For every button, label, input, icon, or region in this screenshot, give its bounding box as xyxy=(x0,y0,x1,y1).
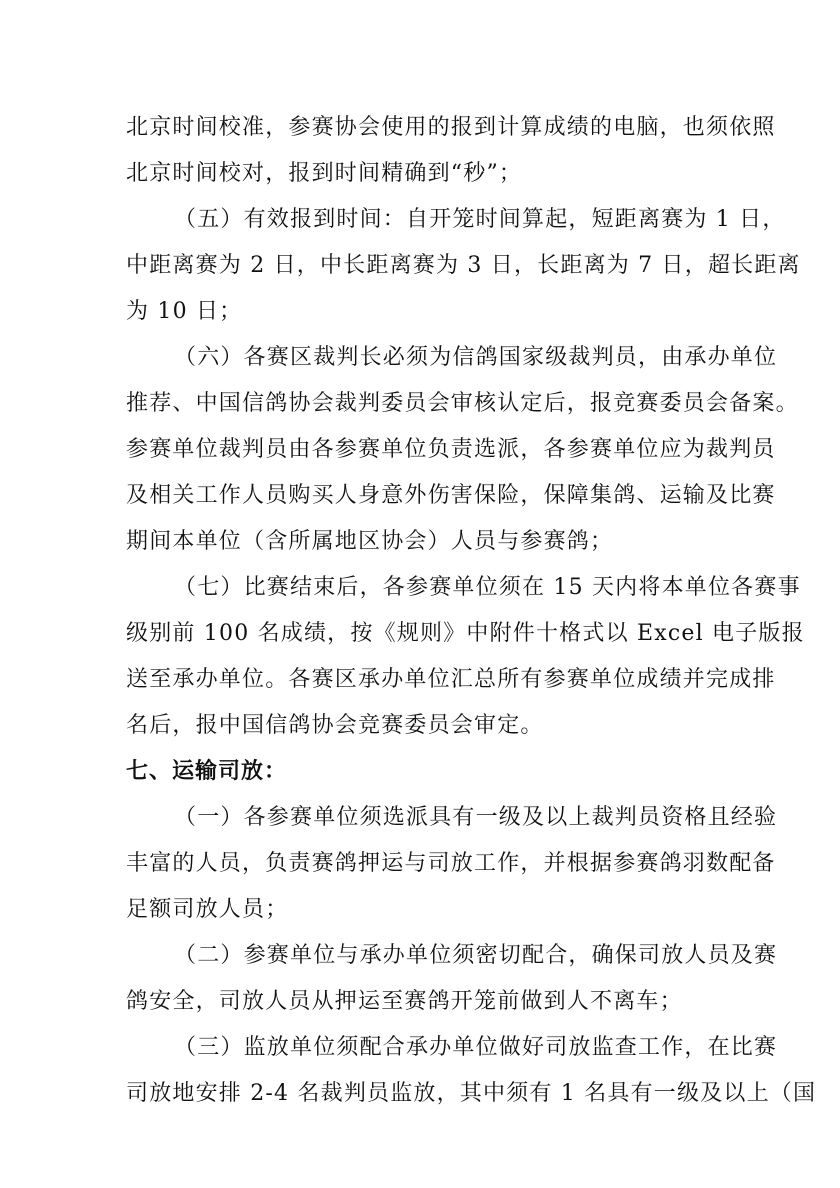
section-7-line: （七）比赛结束后，各参赛单位须在 15 天内将本单位各赛事 xyxy=(174,575,801,600)
section-6-line: （六）各赛区裁判长必须为信鸽国家级裁判员，由承办单位 xyxy=(174,345,778,370)
section-5-line: （五）有效报到时间：自开笼时间算起，短距离赛为 1 日， xyxy=(174,207,786,232)
paragraph-line: 级别前 100 名成绩，按《规则》中附件十格式以 Excel 电子版报 xyxy=(126,621,805,646)
subsection-1-line: （一）各参赛单位须选派具有一级及以上裁判员资格且经验 xyxy=(174,805,778,830)
section-heading: 七、运输司放： xyxy=(126,759,288,784)
subsection-2-line: （二）参赛单位与承办单位须密切配合，确保司放人员及赛 xyxy=(174,943,778,968)
paragraph-line: 北京时间校准，参赛协会使用的报到计算成绩的电脑，也须依照 xyxy=(126,115,776,140)
subsection-3-line: （三）监放单位须配合承办单位做好司放监查工作，在比赛 xyxy=(174,1035,778,1060)
paragraph-line: 及相关工作人员购买人身意外伤害保险，保障集鸽、运输及比赛 xyxy=(126,483,776,508)
paragraph-line: 期间本单位（含所属地区协会）人员与参赛鸽； xyxy=(126,529,614,554)
paragraph-line: 参赛单位裁判员由各参赛单位负责选派，各参赛单位应为裁判员 xyxy=(126,437,776,462)
paragraph-line: 名后，报中国信鸽协会竞赛委员会审定。 xyxy=(126,713,544,738)
paragraph-line: 为 10 日； xyxy=(126,299,243,324)
paragraph-line: 鸽安全，司放人员从押运至赛鸽开笼前做到人不离车； xyxy=(126,989,683,1014)
paragraph-line: 北京时间校对，报到时间精确到“秒”； xyxy=(126,161,523,186)
paragraph-line: 司放地安排 2-4 名裁判员监放，其中须有 1 名具有一级及以上（国 xyxy=(126,1081,817,1106)
paragraph-line: 中距离赛为 2 日，中长距离赛为 3 日，长距离为 7 日，超长距离 xyxy=(126,253,801,278)
paragraph-line: 送至承办单位。各赛区承办单位汇总所有参赛单位成绩并完成排 xyxy=(126,667,776,692)
paragraph-line: 推荐、中国信鸽协会裁判委员会审核认定后，报竞赛委员会备案。 xyxy=(126,391,799,416)
paragraph-line: 足额司放人员； xyxy=(126,897,289,922)
paragraph-line: 丰富的人员，负责赛鸽押运与司放工作，并根据参赛鸽羽数配备 xyxy=(126,851,776,876)
